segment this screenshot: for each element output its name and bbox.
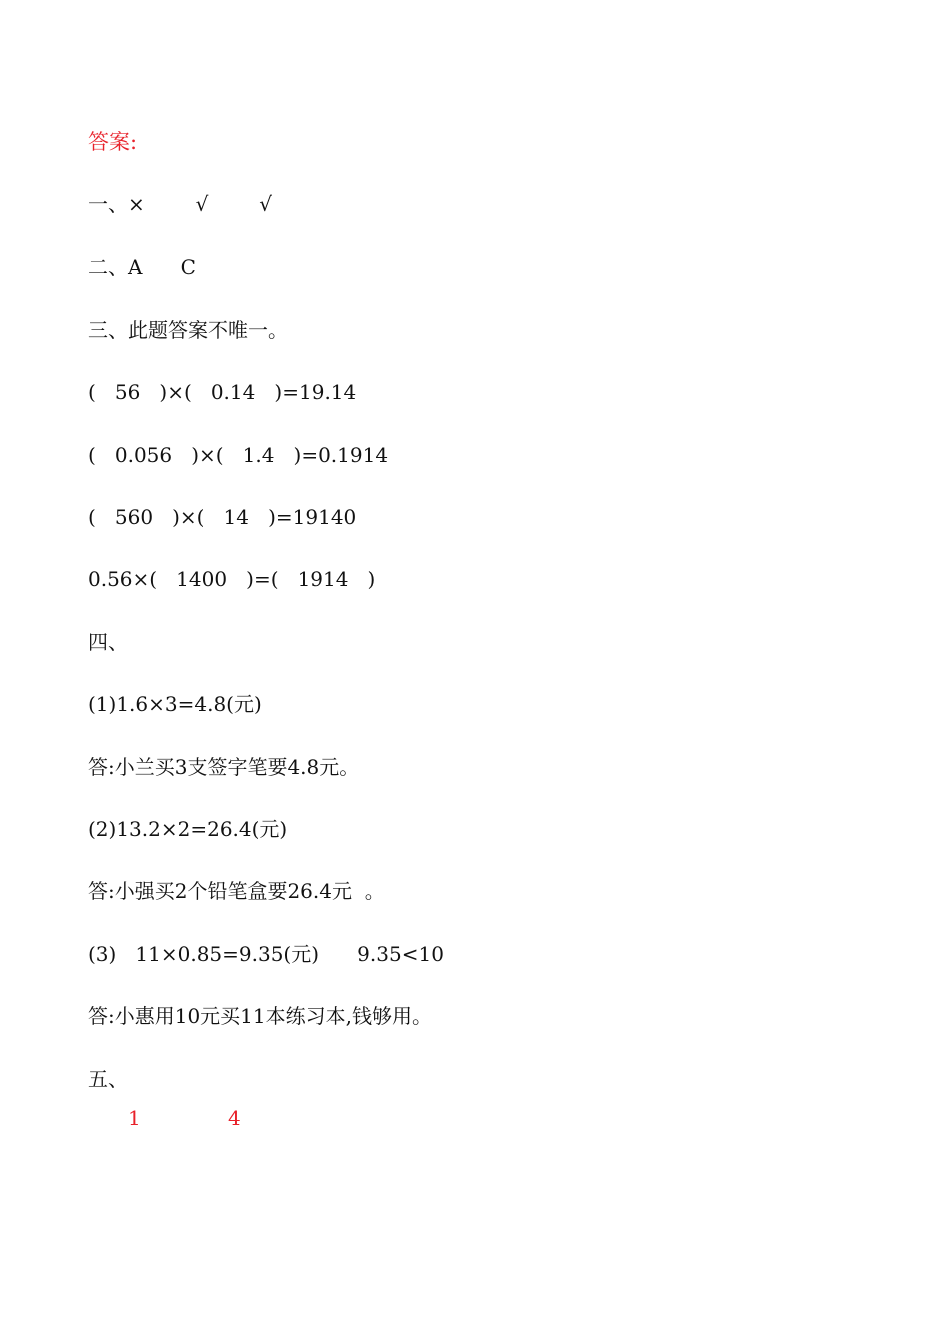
- section-3-line-1: ( 56 )×( 0.14 )=19.14: [88, 380, 357, 404]
- answer-title: 答案:: [88, 130, 138, 154]
- section-5-heading: 五、: [88, 1067, 128, 1091]
- section-3-heading: 三、此题答案不唯一。: [88, 318, 288, 342]
- section-2-answers: 二、A C: [88, 255, 196, 279]
- section-5-number-2: 4: [228, 1106, 241, 1130]
- section-4-line-5: (3) 11×0.85=9.35(元) 9.35<10: [88, 942, 444, 966]
- section-5-number-1: 1: [128, 1106, 141, 1130]
- section-3-line-4: 0.56×( 1400 )=( 1914 ): [88, 567, 376, 591]
- section-3-line-2: ( 0.056 )×( 1.4 )=0.1914: [88, 443, 389, 467]
- section-1-answers: 一、× √ √: [88, 192, 272, 216]
- section-3-line-3: ( 560 )×( 14 )=19140: [88, 505, 357, 529]
- section-4-line-2: 答:小兰买3支签字笔要4.8元。: [88, 755, 360, 779]
- section-4-line-4: 答:小强买2个铅笔盒要26.4元 。: [88, 879, 385, 903]
- section-4-line-1: (1)1.6×3=4.8(元): [88, 692, 262, 716]
- section-4-line-3: (2)13.2×2=26.4(元): [88, 817, 288, 841]
- section-4-line-6: 答:小惠用10元买11本练习本,钱够用。: [88, 1004, 432, 1028]
- section-4-heading: 四、: [88, 630, 128, 654]
